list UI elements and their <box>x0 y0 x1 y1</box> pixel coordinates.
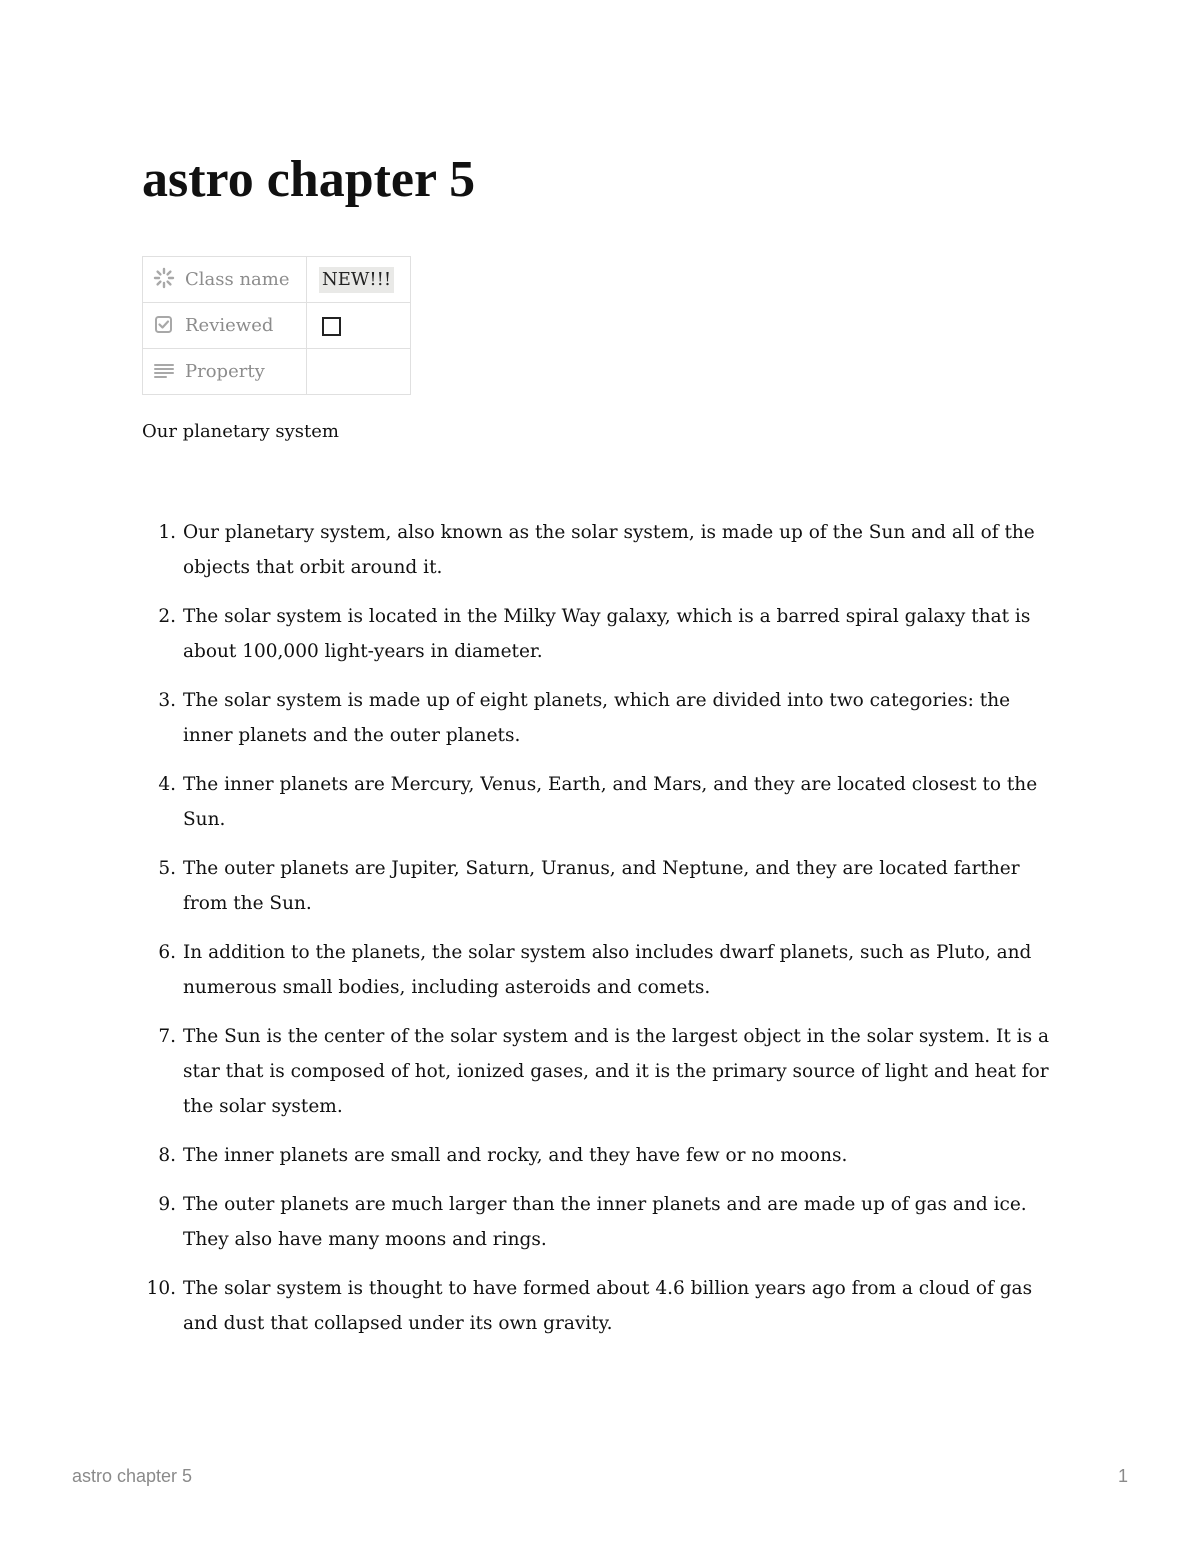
list-item-text: Our planetary system, also known as the solar system, is made up of the Sun and all of the objects that orbit around it. <box>183 522 1035 578</box>
list-number: 3. <box>158 690 176 711</box>
list-item <box>142 935 1062 1005</box>
list-number: 4. <box>158 774 176 795</box>
property-row-reviewed <box>143 303 411 349</box>
property-key-property[interactable] <box>143 349 307 395</box>
property-value-class-name[interactable] <box>307 257 411 303</box>
notes-list <box>142 515 1062 1355</box>
list-item-text: The outer planets are Jupiter, Saturn, Uranus, and Neptune, and they are located farther from the Sun. <box>183 858 1020 914</box>
page-number: 1 <box>1117 1466 1128 1486</box>
property-key-label: Property <box>185 361 265 382</box>
property-value-property[interactable] <box>307 349 411 395</box>
page-title: astro chapter 5 <box>142 151 476 208</box>
list-item <box>142 1187 1062 1257</box>
list-item-text: The inner planets are Mercury, Venus, Earth, and Mars, and they are located closest to the Sun. <box>183 774 1038 830</box>
list-item-text: The Sun is the center of the solar system and is the largest object in the solar system. It is a star that is composed of hot, ionized gases, and it is the primary source of light and heat for the solar system. <box>183 1026 1049 1117</box>
list-item-text: The solar system is made up of eight planets, which are divided into two categories: the inner planets and the outer planets. <box>183 690 1011 746</box>
list-item <box>142 851 1062 921</box>
status-tag[interactable]: NEW!!! <box>319 267 394 293</box>
list-number: 1. <box>158 522 176 543</box>
list-item <box>142 683 1062 753</box>
text-lines-icon <box>153 359 175 381</box>
list-item-text: The solar system is located in the Milky Way galaxy, which is a barred spiral galaxy that is about 100,000 light-years in diameter. <box>183 606 1031 662</box>
list-number: 6. <box>158 942 176 963</box>
checkbox-property-icon <box>153 313 175 335</box>
list-number: 2. <box>158 606 176 627</box>
properties-table <box>142 256 411 395</box>
list-item-text: In addition to the planets, the solar system also includes dwarf planets, such as Pluto, and numerous small bodies, including asteroids and comets. <box>183 942 1032 998</box>
property-row-class-name <box>143 257 411 303</box>
list-item <box>142 767 1062 837</box>
list-item <box>142 599 1062 669</box>
list-item-text: The solar system is thought to have formed about 4.6 billion years ago from a cloud of gas and dust that collapsed under its own gravity. <box>183 1278 1033 1334</box>
list-number: 5. <box>158 858 176 879</box>
property-key-class-name[interactable] <box>143 257 307 303</box>
list-item <box>142 515 1062 585</box>
reviewed-checkbox[interactable] <box>322 317 341 336</box>
property-key-reviewed[interactable] <box>143 303 307 349</box>
property-row-property <box>143 349 411 395</box>
list-number: 10. <box>146 1278 176 1299</box>
list-number: 8. <box>158 1145 176 1166</box>
list-item <box>142 1019 1062 1124</box>
list-number: 9. <box>158 1194 176 1215</box>
footer-title: astro chapter 5 <box>72 1466 193 1486</box>
list-number: 7. <box>158 1026 176 1047</box>
property-key-label: Reviewed <box>185 315 274 336</box>
status-icon <box>153 267 175 289</box>
list-item <box>142 1138 1062 1173</box>
list-item-text: The outer planets are much larger than the inner planets and are made up of gas and ice. They also have many moons and rings. <box>183 1194 1027 1250</box>
list-item <box>142 1271 1062 1341</box>
section-heading: Our planetary system <box>142 421 339 442</box>
list-item-text: The inner planets are small and rocky, and they have few or no moons. <box>183 1145 848 1166</box>
property-key-label: Class name <box>185 269 290 290</box>
property-value-reviewed <box>307 303 411 349</box>
